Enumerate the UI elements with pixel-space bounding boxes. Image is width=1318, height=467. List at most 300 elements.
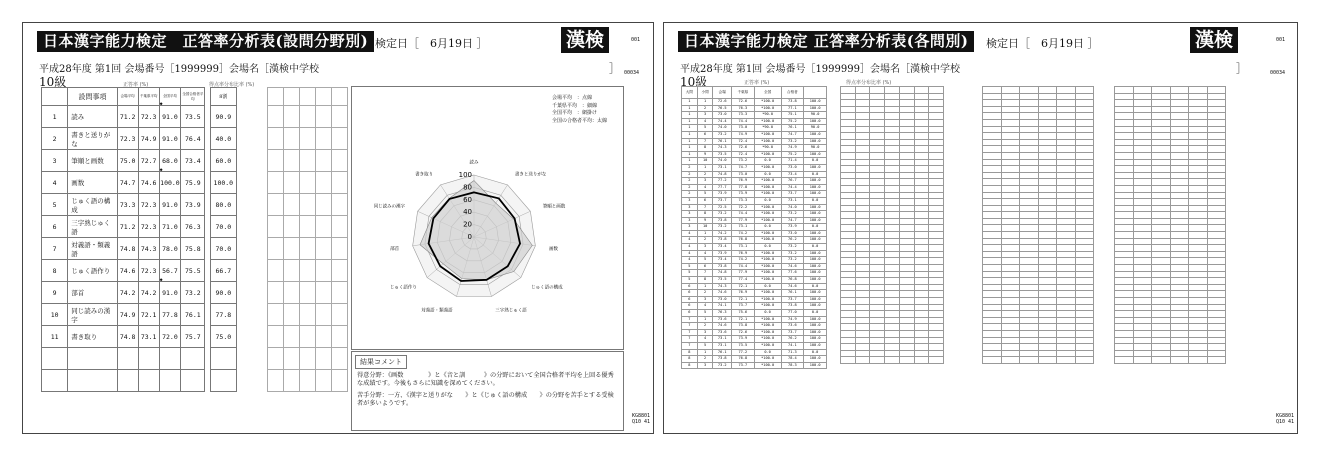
subject-row [42, 172, 237, 194]
grade-label: 10級 [39, 75, 67, 89]
grid-row [983, 330, 1094, 337]
grid-cell [1133, 166, 1152, 173]
question-cell: *100.0 [754, 164, 781, 171]
grid-cell [1133, 212, 1152, 219]
header-cell [804, 87, 827, 99]
grid-cell [899, 317, 914, 324]
question-cell: 1 [682, 125, 698, 132]
grid-cell [1189, 185, 1208, 192]
grid-cell [870, 245, 885, 252]
grid-cell [284, 216, 300, 238]
grid-cell [914, 258, 929, 265]
grid-row [1115, 100, 1226, 107]
grid-row [983, 317, 1094, 324]
grid-cell [1115, 317, 1134, 324]
grid-cell [870, 350, 885, 357]
grid-cell [1207, 311, 1226, 318]
grid-cell [914, 146, 929, 153]
grid-cell [1057, 311, 1076, 318]
grid-cell [1115, 265, 1134, 272]
question-cell: 100.0 [804, 138, 827, 145]
grid-row [841, 337, 944, 344]
value-pref: 72.3 [138, 194, 159, 216]
grid-cell [1152, 245, 1171, 252]
col-venue: 会場平均 [117, 88, 138, 106]
grid-cell [1133, 278, 1152, 285]
grid-cell [914, 166, 929, 173]
grid-cell [841, 166, 856, 173]
grid-cell [1075, 192, 1094, 199]
grid-cell [1001, 265, 1020, 272]
grid-cell [1133, 344, 1152, 351]
grid-cell [1170, 251, 1189, 258]
venue-close-bracket: ］ [609, 62, 620, 75]
grid-cell [870, 265, 885, 272]
radar-axis-label: 筆順と画数 [542, 204, 566, 210]
grid-row [1115, 298, 1226, 305]
question-cell: 7 [682, 323, 698, 330]
question-cell: 73.2 [713, 224, 732, 231]
grid-cell [332, 194, 348, 216]
grid-cell [1001, 225, 1020, 232]
question-cell: 10 [697, 158, 713, 165]
report-title: 日本漢字能力検定 正答率分析表(設問分野別) [37, 31, 374, 52]
grid-cell [1189, 324, 1208, 331]
grid-cell [1038, 126, 1057, 133]
grid-cell [268, 260, 284, 282]
grid-cell [855, 324, 870, 331]
grid-cell [316, 348, 332, 370]
question-cell: 0.0 [754, 349, 781, 356]
grid-cell [1207, 113, 1226, 120]
question-cell: 77.7 [713, 184, 732, 191]
grid-cell [914, 179, 929, 186]
grid-cell [841, 159, 856, 166]
grid-cell [1152, 232, 1171, 239]
grid-cell [1038, 133, 1057, 140]
radar-axis-label: 同じ読みの漢字 [373, 204, 406, 210]
grid-cell [332, 150, 348, 172]
distribution-value: 100.0 [210, 172, 236, 194]
grid-cell [983, 278, 1002, 285]
grid-cell [1075, 126, 1094, 133]
grid-cell [332, 172, 348, 194]
grid-cell [1001, 298, 1020, 305]
grid-cell [268, 238, 284, 260]
grid-cell [1020, 245, 1039, 252]
value-venue: 72.3 [117, 128, 138, 150]
grid-row [1115, 337, 1226, 344]
grid-cell [983, 350, 1002, 357]
question-row [682, 178, 827, 185]
question-cell: 73.8 [713, 263, 732, 270]
grid-cell [841, 179, 856, 186]
value-national: 91.0 [159, 128, 181, 150]
grid-cell [899, 106, 914, 113]
grid-cell [1133, 258, 1152, 265]
grid-cell [983, 258, 1002, 265]
empty-cell [181, 370, 205, 392]
grid-cell [1075, 218, 1094, 225]
distribution-value: 70.0 [210, 216, 236, 238]
grid-cell [983, 205, 1002, 212]
question-cell: 73.0 [713, 296, 732, 303]
question-cell: 100.0 [804, 270, 827, 277]
grid-cell [1075, 251, 1094, 258]
grid-cell [914, 225, 929, 232]
question-cell: *100.0 [754, 191, 781, 198]
grid-cell [841, 133, 856, 140]
grid-cell [1133, 311, 1152, 318]
question-cell: 3 [682, 204, 698, 211]
distribution-value: 40.0 [210, 128, 236, 150]
question-cell: 76.1 [713, 138, 732, 145]
grid-cell [855, 317, 870, 324]
grid-row [983, 225, 1094, 232]
grid-cell [1189, 258, 1208, 265]
grid-cell [899, 238, 914, 245]
question-row [682, 138, 827, 145]
grid-cell [983, 245, 1002, 252]
grid-cell [1207, 179, 1226, 186]
question-cell: 1 [682, 131, 698, 138]
question-cell: 73.6 [713, 329, 732, 336]
grid-cell [1189, 152, 1208, 159]
grid-cell [1020, 133, 1039, 140]
grid-cell [885, 172, 900, 179]
grid-cell [1020, 113, 1039, 120]
grid-row [983, 291, 1094, 298]
grid-cell [1075, 330, 1094, 337]
grid-row [268, 150, 348, 172]
question-cell: 8 [682, 349, 698, 356]
grid-cell [1189, 139, 1208, 146]
radar-chart [352, 87, 623, 349]
grid-row [268, 106, 348, 128]
grid-cell [1133, 146, 1152, 153]
grid-cell [1001, 172, 1020, 179]
distribution-note: 得点率分布比率 (%) [846, 80, 892, 86]
grid-cell [1133, 100, 1152, 107]
grid-cell [841, 344, 856, 351]
question-cell: 1 [697, 99, 713, 106]
grid-cell [1038, 324, 1057, 331]
grid-cell [1057, 218, 1076, 225]
grid-cell [841, 245, 856, 252]
grid-cell [929, 245, 944, 252]
grid-cell [899, 139, 914, 146]
grid-cell [983, 284, 1002, 291]
footer-code: KG8801 Q10 41 [631, 413, 650, 425]
grid-cell [929, 199, 944, 206]
value-venue: 71.2 [117, 216, 138, 238]
grid-cell [870, 225, 885, 232]
grid-cell [841, 106, 856, 113]
grid-cell [332, 128, 348, 150]
grid-cell [1207, 106, 1226, 113]
question-cell: 74.6 [713, 323, 732, 330]
grid-cell [1115, 298, 1134, 305]
grid-row [1115, 218, 1226, 225]
question-cell: 76.8 [732, 237, 755, 244]
grid-cell [1152, 185, 1171, 192]
grid-cell [1133, 126, 1152, 133]
question-cell: 74.6 [713, 290, 732, 297]
grid-cell [1133, 225, 1152, 232]
grid-cell [885, 113, 900, 120]
grid-cell [1207, 119, 1226, 126]
grid-row [1115, 93, 1226, 100]
grid-cell [316, 194, 332, 216]
question-cell: *100.0 [754, 99, 781, 106]
question-cell: 2 [682, 191, 698, 198]
question-cell: 3 [682, 197, 698, 204]
venue-code: 00034 [624, 70, 640, 76]
grid-cell [855, 238, 870, 245]
grid-cell [914, 192, 929, 199]
grid-cell [929, 265, 944, 272]
grid-cell [268, 88, 284, 106]
grid-cell [1133, 330, 1152, 337]
grid-cell [1075, 291, 1094, 298]
value-passers: 76.1 [181, 304, 205, 326]
grid-cell [1133, 106, 1152, 113]
question-cell: 9 [697, 151, 713, 158]
question-cell: 72.1 [732, 283, 755, 290]
grid-row [841, 199, 944, 206]
grid-cell [1075, 172, 1094, 179]
grid-cell [1189, 218, 1208, 225]
grid-cell [1189, 304, 1208, 311]
grid-cell [1115, 199, 1134, 206]
grid-cell [870, 87, 885, 94]
grid-cell [841, 185, 856, 192]
grid-cell [929, 166, 944, 173]
value-passers: 75.9 [181, 172, 205, 194]
subject-row [42, 194, 237, 216]
question-cell: 74.2 [732, 230, 755, 237]
grid-cell [855, 225, 870, 232]
rate-note: 正答率 (%) [744, 80, 770, 86]
grid-cell [1170, 311, 1189, 318]
grid-cell [855, 357, 870, 364]
grid-cell [1075, 166, 1094, 173]
grid-row [841, 298, 944, 305]
grid-cell [1001, 317, 1020, 324]
grid-cell [1115, 337, 1134, 344]
empty-cell [138, 370, 159, 392]
grid-cell [1133, 357, 1152, 364]
grid-row [983, 218, 1094, 225]
grid-cell [1207, 324, 1226, 331]
question-cell: 73.0 [781, 230, 804, 237]
grid-cell [929, 152, 944, 159]
question-cell: 73.8 [732, 323, 755, 330]
question-cell: 72.6 [713, 99, 732, 106]
radar-axis-label: 書き取り [415, 172, 434, 178]
grid-cell [841, 298, 856, 305]
grid-cell [929, 258, 944, 265]
distribution-value: 75.0 [210, 326, 236, 348]
grid-cell [899, 291, 914, 298]
question-cell: 73.7 [781, 191, 804, 198]
grid-cell [1207, 317, 1226, 324]
grid-cell [1057, 258, 1076, 265]
grid-cell [1133, 87, 1152, 94]
grid-cell [885, 251, 900, 258]
question-cell: 100.0 [804, 257, 827, 264]
question-cell: 73.6 [781, 323, 804, 330]
grid-cell [885, 218, 900, 225]
radar-legend [552, 95, 607, 125]
grid-cell [1057, 133, 1076, 140]
grid-cell [284, 348, 300, 370]
grid-cell [870, 113, 885, 120]
grid-row [1115, 232, 1226, 239]
grid-row [841, 357, 944, 364]
question-cell: 2 [697, 105, 713, 112]
value-pref: 72.3 [138, 106, 159, 128]
question-cell: 74.3 [713, 283, 732, 290]
grid-cell [1189, 133, 1208, 140]
grid-cell [1038, 205, 1057, 212]
grid-cell [1001, 344, 1020, 351]
question-row [682, 112, 827, 119]
grid-cell [284, 172, 300, 194]
grid-cell [841, 317, 856, 324]
question-cell: 76.1 [781, 125, 804, 132]
grid-cell [1207, 126, 1226, 133]
question-cell: 7 [682, 336, 698, 343]
grid-cell [885, 357, 900, 364]
grid-row [983, 304, 1094, 311]
grid-cell [855, 106, 870, 113]
grid-cell [1207, 152, 1226, 159]
grid-cell [855, 119, 870, 126]
grid-cell [1038, 100, 1057, 107]
question-cell: 0.0 [754, 244, 781, 251]
grid-cell [1057, 278, 1076, 285]
question-row [682, 250, 827, 257]
grid-cell [1152, 172, 1171, 179]
question-cell: 73.5 [713, 277, 732, 284]
grid-cell [1115, 139, 1134, 146]
radar-tick-label: 40 [463, 208, 472, 217]
grid-cell [1075, 284, 1094, 291]
subject-name: じゅく語作り [68, 260, 117, 282]
question-cell: *100.0 [754, 342, 781, 349]
grid-cell [1152, 304, 1171, 311]
question-cell: 75.6 [732, 310, 755, 317]
grid-cell [1038, 199, 1057, 206]
question-cell: *100.0 [754, 105, 781, 112]
value-venue: 74.8 [117, 326, 138, 348]
grid-cell [300, 326, 316, 348]
grid-cell [855, 232, 870, 239]
question-cell: 5 [682, 277, 698, 284]
venue-line: 平成28年度 第1回 会場番号［1999999］会場名［漢検中学校 [39, 64, 319, 75]
question-cell: 76.2 [781, 336, 804, 343]
grid-cell [929, 232, 944, 239]
question-cell: 4 [697, 250, 713, 257]
grid-cell [885, 119, 900, 126]
grid-row [841, 192, 944, 199]
grid-cell [1020, 344, 1039, 351]
value-passers: 76.3 [181, 216, 205, 238]
value-pref: 72.7 [138, 150, 159, 172]
grid-cell [1038, 152, 1057, 159]
col-national: 全国平均 [159, 88, 181, 106]
grid-row [983, 212, 1094, 219]
subject-row [42, 238, 237, 260]
grid-cell [1057, 212, 1076, 219]
grid-cell [1038, 265, 1057, 272]
grid-cell [1189, 205, 1208, 212]
grid-cell [841, 357, 856, 364]
grid-row [983, 159, 1094, 166]
grid-cell [1207, 192, 1226, 199]
grid-cell [1075, 139, 1094, 146]
grid-cell [914, 159, 929, 166]
grid-row [1115, 205, 1226, 212]
grid-row [841, 251, 944, 258]
grid-cell [1057, 199, 1076, 206]
grid-cell [870, 146, 885, 153]
grid-cell [1001, 245, 1020, 252]
subject-row [42, 216, 237, 238]
grid-cell [914, 265, 929, 272]
grid-cell [1020, 192, 1039, 199]
question-cell: 0.0 [804, 349, 827, 356]
grid-cell [899, 344, 914, 351]
grid-cell [1115, 278, 1134, 285]
grid-row [1115, 265, 1226, 272]
grid-cell [1152, 218, 1171, 225]
grid-cell [983, 298, 1002, 305]
grid-cell [983, 271, 1002, 278]
question-cell: *100.0 [754, 257, 781, 264]
grid-cell [1207, 185, 1226, 192]
empty-cell [210, 348, 236, 370]
grid-cell [1001, 126, 1020, 133]
grid-cell [1133, 218, 1152, 225]
grid-cell [914, 344, 929, 351]
question-cell: 100.0 [804, 296, 827, 303]
grid-cell [870, 199, 885, 206]
legend-pref: 千葉県平均 ：細線 [552, 102, 598, 109]
grid-cell [1133, 172, 1152, 179]
grid-cell [1170, 232, 1189, 239]
value-passers: 73.4 [181, 150, 205, 172]
question-table-empty [982, 86, 1094, 364]
grid-cell [855, 337, 870, 344]
grid-cell [841, 238, 856, 245]
grid-cell [1115, 311, 1134, 318]
grid-row [1115, 172, 1226, 179]
grid-cell [1152, 350, 1171, 357]
grid-cell [841, 205, 856, 212]
grid-cell [841, 311, 856, 318]
question-cell: 3 [697, 178, 713, 185]
grid-cell [316, 106, 332, 128]
grid-cell [841, 337, 856, 344]
grid-cell [1133, 251, 1152, 258]
grid-cell [929, 324, 944, 331]
grid-cell [1020, 271, 1039, 278]
grid-cell [1057, 119, 1076, 126]
grid-cell [1152, 212, 1171, 219]
question-cell: 73.5 [732, 342, 755, 349]
